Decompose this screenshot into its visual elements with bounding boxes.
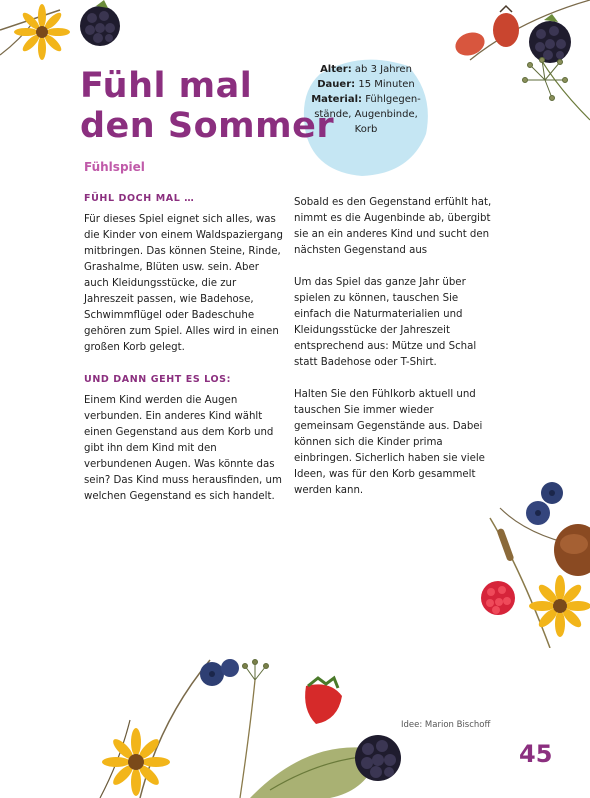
blueberry-icon (526, 482, 563, 525)
column2-paragraph-3: Halten Sie den Fühlkorb aktuell und tauschen Sie immer wieder gemeinsam Gegenstände aus. Dabei können sich die Kinder prima einbringen. Sicherlich haben sie viele Ideen, was für den Korb gesammelt werden kann. (294, 389, 485, 496)
sunflower-icon (102, 728, 170, 796)
raspberry-icon (481, 581, 515, 615)
section-text-2: Einem Kind werden die Augen verbunden. Ein anderes Kind wählt einen Gegenstand aus dem Korb und gibt ihn dem Kind mit den verbundenen Augen. Was könnte das sein? Das Kind muss herausfinden, um welchen Gegenstand es sich handelt. (84, 395, 282, 502)
seedhead-icon (523, 58, 568, 101)
info-duration-value: 15 Minuten (358, 79, 415, 90)
info-duration (302, 77, 430, 92)
blackberry-icon (529, 14, 571, 63)
idea-credit: Idee: Marion Bischoff (401, 720, 491, 730)
section-heading-2: UND DANN GEHT ES LOS: (84, 374, 232, 385)
cattail-icon (496, 528, 514, 562)
hazelnut-icon (554, 524, 590, 576)
info-age-value: ab 3 Jahren (354, 64, 412, 75)
blackberry-icon (355, 735, 401, 781)
info-material-value-1: Fühlgegen- (365, 94, 421, 105)
info-material-value-3: Korb (354, 124, 378, 135)
info-box (302, 62, 430, 180)
rosehip-icon (452, 6, 519, 59)
title-line-1: Fühl mal (80, 66, 253, 106)
info-duration-label: Dauer: (317, 79, 356, 90)
decoration-bottom (80, 640, 420, 798)
info-age-label: Alter: (320, 64, 352, 75)
section-text-1: Für dieses Spiel eignet sich alles, was die Kinder von einem Waldspaziergang mitbringen. Das können Steine, Rinde, Grashalme, Blüten usw. sein. Aber auch Kleidungsstücke, die zur Jahreszeit passen, wie Badehose, Schwimmflügel oder Badeschuhe gehören zum Spiel. Alles wird in einen großen Korb gelegt. (84, 214, 283, 353)
sunflower-icon (529, 575, 590, 637)
page-number: 45 (519, 740, 553, 768)
page-title (80, 66, 334, 146)
seedhead-icon (243, 660, 269, 681)
strawberry-icon (305, 678, 342, 724)
text-column-right (294, 195, 494, 499)
info-material (302, 92, 430, 107)
info-material-value-2: stände, Augenbinde, (314, 109, 418, 120)
title-line-2: den Sommer (80, 106, 335, 146)
spacer (84, 356, 284, 372)
column2-paragraph-1: Sobald es den Gegenstand erfühlt hat, nimmt es die Augenbinde ab, übergibt sie an ein anderes Kind und sucht den nächsten Gegenstand aus (294, 197, 492, 256)
info-age (302, 62, 430, 77)
decoration-top-left (0, 0, 140, 70)
page-subtitle: Fühlspiel (84, 160, 145, 174)
spacer (294, 259, 494, 275)
blackberry-icon (80, 0, 120, 46)
spacer (294, 371, 494, 387)
text-column-left (84, 191, 284, 505)
decoration-top-right (430, 0, 590, 140)
blueberry-icon (200, 659, 239, 686)
info-material-label: Material: (311, 94, 362, 105)
decoration-right (480, 478, 590, 648)
section-heading-1: FÜHL DOCH MAL … (84, 193, 195, 204)
column2-paragraph-2: Um das Spiel das ganze Jahr über spielen zu können, tauschen Sie einfach die Naturmaterialien und Kleidungsstücke der Jahreszeit entsprechend aus: Mütze und Schal statt Badehose oder T-Shirt. (294, 277, 477, 368)
sunflower-icon (14, 4, 70, 60)
